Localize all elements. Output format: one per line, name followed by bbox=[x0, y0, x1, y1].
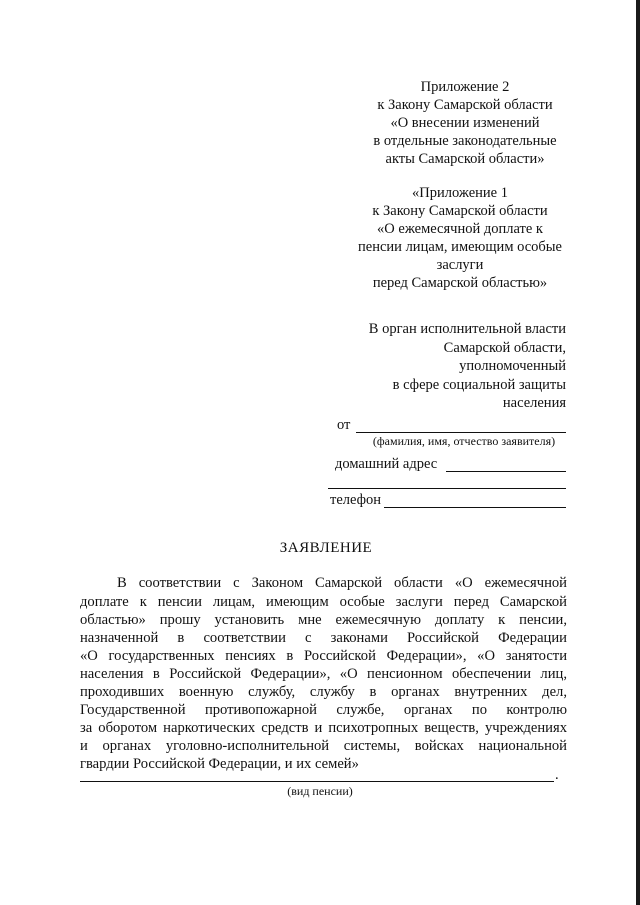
quoted-appendix-line-6: перед Самарской областью» bbox=[372, 275, 548, 291]
appendix-line-4: в отдельные законодательные bbox=[373, 133, 557, 149]
statement-title: ЗАЯВЛЕНИЕ bbox=[279, 540, 373, 556]
statement-body-line: населения в Российской Федерации», «О пенсионном обеспечении лиц, bbox=[80, 666, 567, 682]
applicant-name-caption: (фамилия, имя, отчество заявителя) bbox=[372, 434, 556, 448]
from-label: от bbox=[337, 417, 351, 433]
address-field-continuation[interactable] bbox=[328, 488, 566, 489]
phone-field[interactable] bbox=[384, 507, 566, 508]
pension-type-field[interactable] bbox=[80, 781, 554, 782]
pension-type-end-mark: . bbox=[555, 767, 559, 783]
quoted-appendix-line-2: к Закону Самарской области bbox=[372, 203, 548, 219]
pension-type-caption: (вид пенсии) bbox=[287, 784, 353, 798]
quoted-appendix-line-3: «О ежемесячной доплате к bbox=[377, 221, 543, 237]
statement-body-line: Государственной противопожарной службе, органах по контролю bbox=[80, 702, 567, 718]
addressee-line-4: в сфере социальной защиты bbox=[392, 376, 566, 393]
addressee-line-3: уполномоченный bbox=[459, 358, 566, 374]
appendix-line-5: акты Самарской области» bbox=[385, 151, 545, 167]
appendix-line-3: «О внесении изменений bbox=[390, 115, 540, 131]
addressee-line-2: Самарской области, bbox=[443, 339, 566, 356]
addressee-line-1: В орган исполнительной власти bbox=[368, 321, 566, 337]
statement-body-line: за оборотом наркотических средств и психотропных веществ, учреждениях bbox=[80, 720, 567, 736]
statement-body-line: доплате к пенсии лицам, имеющим особые заслуги перед Самарской bbox=[80, 594, 567, 610]
statement-body-line: и органах уголовно-исполнительной системы, войсках национальной bbox=[80, 738, 567, 754]
appendix-line-2: к Закону Самарской области bbox=[377, 97, 553, 113]
statement-body-line: гвардии Российской Федерации, и их семей» bbox=[80, 756, 359, 772]
appendix-line-1: Приложение 2 bbox=[420, 79, 510, 95]
address-field[interactable] bbox=[446, 471, 566, 472]
page-edge-bar bbox=[636, 0, 640, 905]
statement-body-line: областью» прошу установить мне ежемесячную доплату к пенсии, bbox=[80, 612, 567, 628]
statement-body-line: проходивших военную службу, службу в органах внутренних дел, bbox=[80, 684, 567, 700]
statement-body-line: назначенной в соответствии с законами Российской Федерации bbox=[80, 630, 567, 646]
phone-label: телефон bbox=[330, 492, 382, 508]
applicant-name-field[interactable] bbox=[356, 432, 566, 433]
quoted-appendix-line-5: заслуги bbox=[436, 257, 484, 273]
address-label: домашний адрес bbox=[335, 456, 438, 472]
statement-body-line: В соответствии с Законом Самарской области «О ежемесячной bbox=[117, 575, 567, 591]
statement-body-line: «О государственных пенсиях в Российской Федерации», «О занятости bbox=[80, 648, 567, 664]
addressee-line-5: населения bbox=[502, 395, 566, 411]
quoted-appendix-line-1: «Приложение 1 bbox=[412, 185, 508, 201]
quoted-appendix-line-4: пенсии лицам, имеющим особые bbox=[358, 239, 562, 255]
